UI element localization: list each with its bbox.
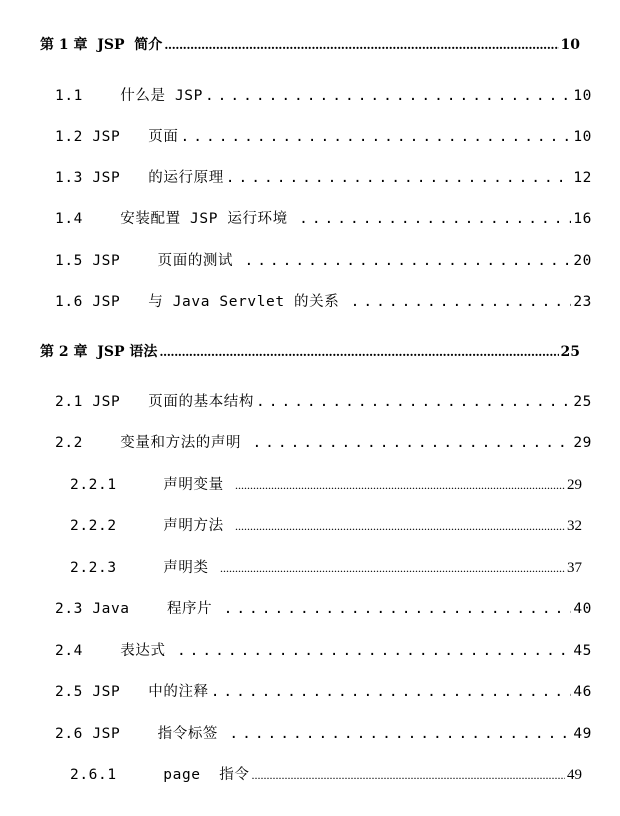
toc-page-number: 29 <box>567 477 582 493</box>
toc-label: 2.6.1 page 指令 <box>70 767 250 783</box>
toc-page-number: 10 <box>560 37 580 53</box>
toc-page-number: 49 <box>573 726 592 742</box>
toc-label: 2.5 JSP 中的注释 <box>55 684 209 700</box>
toc-section-2-4[interactable] <box>55 639 592 663</box>
dot-leader <box>159 340 558 364</box>
toc-label: 1.3 JSP 的运行原理 <box>55 170 224 186</box>
toc-label: 2.2.1 声明变量 <box>70 477 234 493</box>
toc-section-1-5[interactable] <box>55 249 592 273</box>
dot-leader <box>244 249 571 273</box>
toc-label: 2.6 JSP 指令标签 <box>55 726 228 742</box>
toc-page-number: 16 <box>573 211 592 227</box>
dot-leader <box>299 207 571 231</box>
toc-label: 2.2 变量和方法的声明 <box>55 435 251 451</box>
toc-label: 1.5 JSP 页面的测试 <box>55 253 243 269</box>
dot-leader <box>205 84 571 108</box>
toc-page-number: 32 <box>567 518 582 534</box>
toc-page-number: 49 <box>567 767 582 783</box>
toc-label: 1.6 JSP 与 Java Servlet 的关系 <box>55 294 349 310</box>
toc-page-number: 25 <box>573 394 592 410</box>
dot-leader <box>220 556 565 580</box>
toc-label: 1.4 安装配置 JSP 运行环境 <box>55 211 298 227</box>
toc-chapter-2[interactable] <box>40 340 580 364</box>
dot-leader <box>224 597 572 621</box>
toc-subsection-2-2-1[interactable] <box>70 473 582 497</box>
dot-leader <box>229 722 571 746</box>
toc-page-number: 23 <box>573 294 592 310</box>
dot-leader <box>177 639 571 663</box>
toc-page-number: 10 <box>573 88 592 104</box>
toc-label: 2.1 JSP 页面的基本结构 <box>55 394 254 410</box>
toc-subsection-2-2-3[interactable] <box>70 556 582 580</box>
toc-label: 2.3 Java 程序片 <box>55 601 222 617</box>
toc-section-1-4[interactable] <box>55 207 592 231</box>
dot-leader <box>256 390 571 414</box>
toc-label: 2.2.2 声明方法 <box>70 518 234 534</box>
dot-leader <box>251 763 565 787</box>
dot-leader <box>235 473 565 497</box>
toc-section-1-2[interactable] <box>55 125 592 149</box>
toc-page-number: 10 <box>573 129 592 145</box>
toc-section-2-3[interactable] <box>55 597 592 621</box>
dot-leader <box>181 125 572 149</box>
toc-page-number: 29 <box>573 435 592 451</box>
toc-page-number: 20 <box>573 253 592 269</box>
toc-section-2-5[interactable] <box>55 680 592 704</box>
toc-section-1-3[interactable] <box>55 166 592 190</box>
dot-leader <box>235 514 565 538</box>
dot-leader <box>226 166 572 190</box>
toc-label: 1.1 什么是 JSP <box>55 88 203 104</box>
toc-section-2-1[interactable] <box>55 390 592 414</box>
toc-section-2-6[interactable] <box>55 722 592 746</box>
toc-label: 第 2 章 JSP 语法 <box>40 344 158 360</box>
dot-leader <box>252 431 571 455</box>
dot-leader <box>211 680 572 704</box>
toc-label: 2.2.3 声明类 <box>70 560 218 576</box>
toc-page-number: 12 <box>573 170 592 186</box>
toc-section-2-2[interactable] <box>55 431 592 455</box>
toc-section-1-6[interactable] <box>55 290 592 314</box>
toc-subsection-2-6-1[interactable] <box>70 763 582 787</box>
toc-page-number: 37 <box>567 560 582 576</box>
dot-leader <box>164 33 558 57</box>
toc-page-number: 45 <box>573 643 592 659</box>
toc-page-number: 40 <box>573 601 592 617</box>
toc-subsection-2-2-2[interactable] <box>70 514 582 538</box>
toc-label: 2.4 表达式 <box>55 643 175 659</box>
toc-chapter-1[interactable] <box>40 33 580 57</box>
toc-label: 第 1 章 JSP 简介 <box>40 37 163 53</box>
dot-leader <box>351 290 572 314</box>
toc-label: 1.2 JSP 页面 <box>55 129 179 145</box>
toc-section-1-1[interactable] <box>55 84 592 108</box>
toc-page-number: 46 <box>573 684 592 700</box>
toc-page-number: 25 <box>560 344 580 360</box>
